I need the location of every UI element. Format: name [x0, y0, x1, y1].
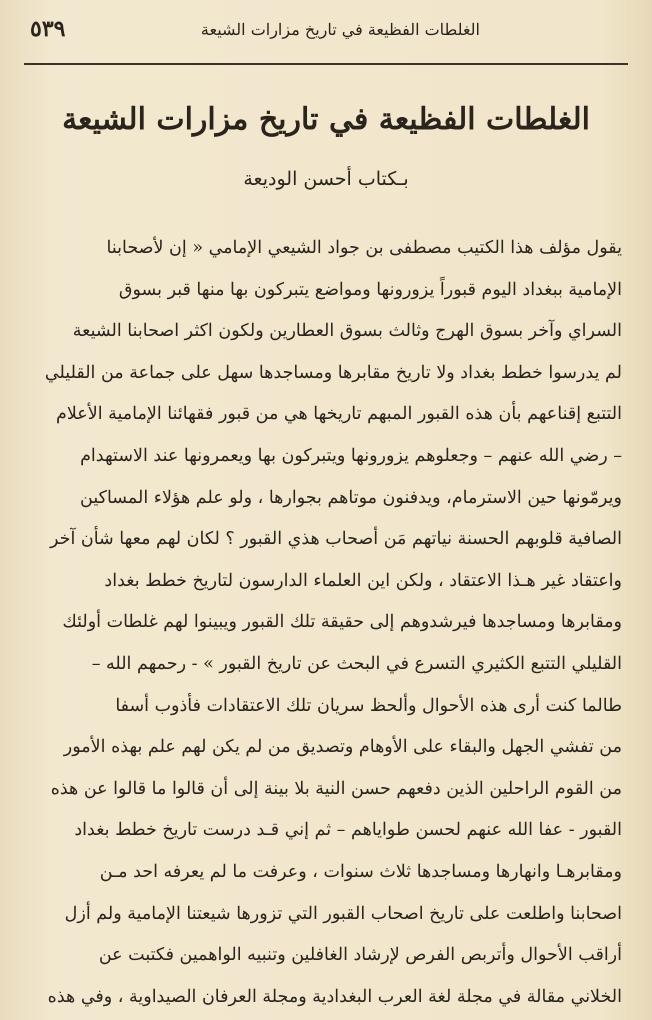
page-number: ٥٣٩ [30, 16, 66, 42]
text-line: من القوم الراحلين الذين دفعهم حسن النية بلا بينة إلى أن قالوا ما قالوا عن هذه [50, 778, 622, 799]
text-line: التتبع إقناعهم بأن هذه القبور المبهم تاريخها هي من قبور فقهائنا الإمامية الأعلام [56, 404, 622, 425]
running-title: الغلطات الفظيعة في تاريخ مزارات الشيعة [200, 20, 480, 39]
text-line: القليلي التتبع الكثيري التسرع في البحث عن تاريخ القبور » - رحمهم الله – [91, 653, 622, 674]
text-line: واعتقاد غير هـذا الاعتقاد ، ولكن اين العلماء الدارسون لتاريخ خطط بغداد [104, 570, 622, 591]
text-line: – رضي الله عنهم – وجعلوهم يزورونها ويتبركون بها ويعمرونها عند الاستهدام [80, 445, 622, 466]
text-line: السراي وآخر بسوق الهرج وثالث بسوق العطارين ولكون اكثر اصحابنا الشيعة [72, 321, 622, 342]
text-line: أراقب الأحوال وأتربص الفرص لإرشاد الغافلين وتنبيه الواهمين فكتبت عن [98, 945, 622, 966]
running-header [22, 14, 630, 54]
text-line: من تفشي الجهل والبقاء على الأوهام وتصديق من لم يكن لهم علم بهذه الأمور [63, 737, 622, 758]
text-line: الخلاني مقالة في مجلة لغة العرب البغدادية ومجلة العرفان الصيداوية ، وفي هذه [47, 986, 622, 1007]
text-line: الإمامية ببغداد اليوم قبوراً يزورونها ومواضع يتبركون بها منها قبر بسوق [118, 279, 622, 300]
text-line: القبور - عفا الله عنهم لحسن طواياهم – ثم إني قـد درست تاريخ خطط بغداد [74, 820, 622, 841]
text-line: اصحابنا واطلعت على تاريخ اصحاب القبور التي تزورها شيعتنا الإمامية ولم أزل [64, 903, 622, 924]
article-byline: بـكتاب أحسن الوديعة [243, 168, 409, 190]
header-rule [24, 63, 628, 65]
text-line: لم يدرسوا خطط بغداد ولا تاريخ مقابرها ومساجدها سهل على جماعة من القليلي [44, 362, 622, 383]
text-line: ومقابرها ومساجدها فيرشدوهم إلى حقيقة تلك القبور ويبينوا لهم غلطات أولئك [62, 612, 622, 633]
text-line: ومقابرهـا وانهارها ومساجدها ثلاث سنوات ، وعرفت ما لم يعرفه احد مـن [99, 861, 622, 882]
text-line: ويرمّونها حين الاسترمام، ويدفنون موتاهم بجوارها ، ولو علم هؤلاء المساكين [80, 487, 622, 508]
text-line: يقول مؤلف هذا الكتيب مصطفى بن جواد الشيعي الإمامي « إن لأصحابنا [106, 238, 622, 258]
body-text [34, 228, 622, 1018]
text-line: الصافية قلوبهم الحسنة نياتهم مَن أصحاب هذي القبور ؟ لكان لهم معها شأن آخر [49, 529, 622, 550]
article-title: الغلطات الفظيعة في تاريخ مزارات الشيعة [62, 102, 590, 137]
text-line: طالما كنت أرى هذه الأحوال وألحظ سريان تلك الاعتقادات فأذوب أسفا [115, 695, 622, 716]
